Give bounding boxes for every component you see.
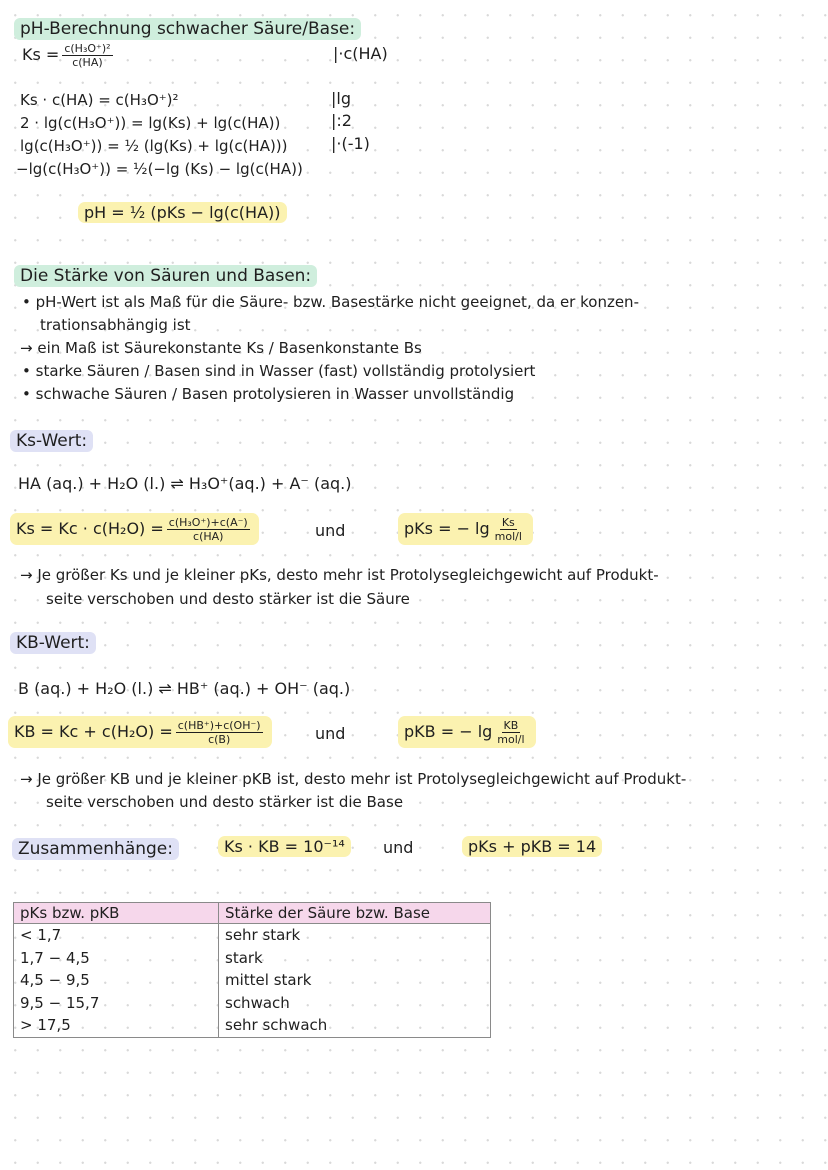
- relation-sum: pKs + pKB = 14: [462, 836, 602, 857]
- pks-formula: [398, 513, 533, 545]
- pkb-numerator: KB: [503, 719, 519, 732]
- strength-bullet-3-text: schwache Säuren / Basen protolysieren in Wasser unvollständig: [35, 385, 515, 403]
- table-row: [14, 924, 491, 947]
- ks-formula-numerator: c(H₃O⁺)+c(A⁻): [168, 516, 248, 529]
- ks-reaction: HA (aq.) + H₂O (l.) ⇌ H₃O⁺(aq.) + A⁻ (aq.): [18, 474, 352, 493]
- kb-reaction: B (aq.) + H₂O (l.) ⇌ HB⁺ (aq.) + OH⁻ (aq.): [18, 679, 351, 698]
- pkb-denominator: mol/l: [497, 733, 525, 746]
- pkb-formula-fraction: [495, 720, 526, 745]
- operation-3: |:2: [331, 111, 352, 130]
- pkb-formula: [398, 716, 536, 748]
- table-row: [14, 1014, 491, 1037]
- kb-section-title: KB-Wert:: [10, 632, 96, 654]
- pk-range: < 1,7: [14, 924, 219, 947]
- ks-formula-lhs: Ks = Kc · c(H₂O) =: [16, 519, 164, 538]
- derivation-line-3: lg(c(H₃O⁺)) = ½ (lg(Ks) + lg(c(HA))): [20, 137, 288, 155]
- pkb-formula-lhs: pKB = − lg: [404, 722, 493, 741]
- kb-formula-lhs: KB = Kc + c(H₂O) =: [14, 722, 173, 741]
- ks-note-line-1: → Je größer Ks und je kleiner pKs, desto mehr ist Protolysegleichgewicht auf Produkt-: [20, 566, 659, 584]
- operation-1: |·c(HA): [333, 44, 388, 63]
- derivation-line-4: −lg(c(H₃O⁺)) = ½(−lg (Ks) − lg(c(HA)): [16, 160, 303, 178]
- operation-4: |·(-1): [331, 134, 370, 153]
- ks-numerator: c(H₃O⁺)²: [64, 42, 111, 55]
- ks-definition-fraction: [62, 43, 112, 68]
- ks-und: und: [315, 521, 346, 540]
- strength-bullet-1-cont: trationsabhängig ist: [40, 316, 191, 334]
- relations-title: Zusammenhänge:: [12, 838, 179, 860]
- strength-section-title: Die Stärke von Säuren und Basen:: [14, 265, 317, 287]
- pk-range: 1,7 − 4,5: [14, 947, 219, 970]
- header-strength: Stärke der Säure bzw. Base: [219, 903, 491, 924]
- relation-product: Ks · KB = 10⁻¹⁴: [218, 836, 351, 857]
- kb-note-line-1: → Je größer KB und je kleiner pKB ist, desto mehr ist Protolysegleichgewicht auf Produkt-: [20, 770, 687, 788]
- table-row: [14, 947, 491, 970]
- pk-range: > 17,5: [14, 1014, 219, 1037]
- derivation-line-1: Ks · c(HA) = c(H₃O⁺)²: [20, 91, 179, 109]
- strength-bullet-3: • schwache Säuren / Basen protolysieren in Wasser unvollständig: [22, 385, 515, 403]
- pks-numerator: Ks: [501, 516, 515, 529]
- strength-value: sehr schwach: [219, 1014, 491, 1037]
- kb-note-line-2: seite verschoben und desto stärker ist die Base: [46, 793, 404, 811]
- ks-formula-fraction: [167, 517, 250, 542]
- table-header-row: [14, 903, 491, 924]
- pks-denominator: mol/l: [494, 530, 522, 543]
- header-pk: pKs bzw. pKB: [14, 903, 219, 924]
- table-row: [14, 992, 491, 1015]
- ks-definition-lhs: Ks =: [22, 45, 60, 64]
- relations-und: und: [383, 838, 414, 857]
- kb-formula: [8, 716, 272, 748]
- ks-formula-denominator: c(HA): [193, 530, 224, 543]
- strength-table: [13, 902, 491, 1038]
- operation-2: |lg: [331, 89, 351, 108]
- ks-section-title: Ks-Wert:: [10, 430, 93, 452]
- derivation-line-2: 2 · lg(c(H₃O⁺)) = lg(Ks) + lg(c(HA)): [20, 114, 281, 132]
- strength-bullet-2: • starke Säuren / Basen sind in Wasser (fast) vollständig protolysiert: [22, 362, 536, 380]
- strength-value: schwach: [219, 992, 491, 1015]
- strength-bullet-1: • pH-Wert ist als Maß für die Säure- bzw. Basestärke nicht geeignet, da er konzen-: [22, 293, 639, 311]
- pk-range: 4,5 − 9,5: [14, 969, 219, 992]
- pk-range: 9,5 − 15,7: [14, 992, 219, 1015]
- ks-denominator: c(HA): [72, 56, 103, 69]
- kb-und: und: [315, 724, 346, 743]
- ks-note-line-2: seite verschoben und desto stärker ist die Säure: [46, 590, 410, 608]
- table-row: [14, 969, 491, 992]
- pks-formula-fraction: [493, 517, 524, 542]
- kb-formula-fraction: [176, 720, 263, 745]
- kb-formula-denominator: c(B): [208, 733, 231, 746]
- strength-value: mittel stark: [219, 969, 491, 992]
- kb-formula-numerator: c(HB⁺)+c(OH⁻): [177, 719, 261, 732]
- strength-bullet-1-text: pH-Wert ist als Maß für die Säure- bzw. Basestärke nicht geeignet, da er konzen-: [35, 293, 639, 311]
- ph-section-title: pH-Berechnung schwacher Säure/Base:: [14, 18, 361, 40]
- ks-formula: [10, 513, 259, 545]
- pks-formula-lhs: pKs = − lg: [404, 519, 490, 538]
- strength-value: stark: [219, 947, 491, 970]
- strength-bullet-2-text: starke Säuren / Basen sind in Wasser (fast) vollständig protolysiert: [35, 362, 536, 380]
- ks-definition: [22, 43, 116, 68]
- ph-result-formula: pH = ½ (pKs − lg(c(HA)): [78, 202, 287, 223]
- strength-arrow-note: → ein Maß ist Säurekonstante Ks / Basenkonstante Bs: [20, 339, 422, 357]
- strength-value: sehr stark: [219, 924, 491, 947]
